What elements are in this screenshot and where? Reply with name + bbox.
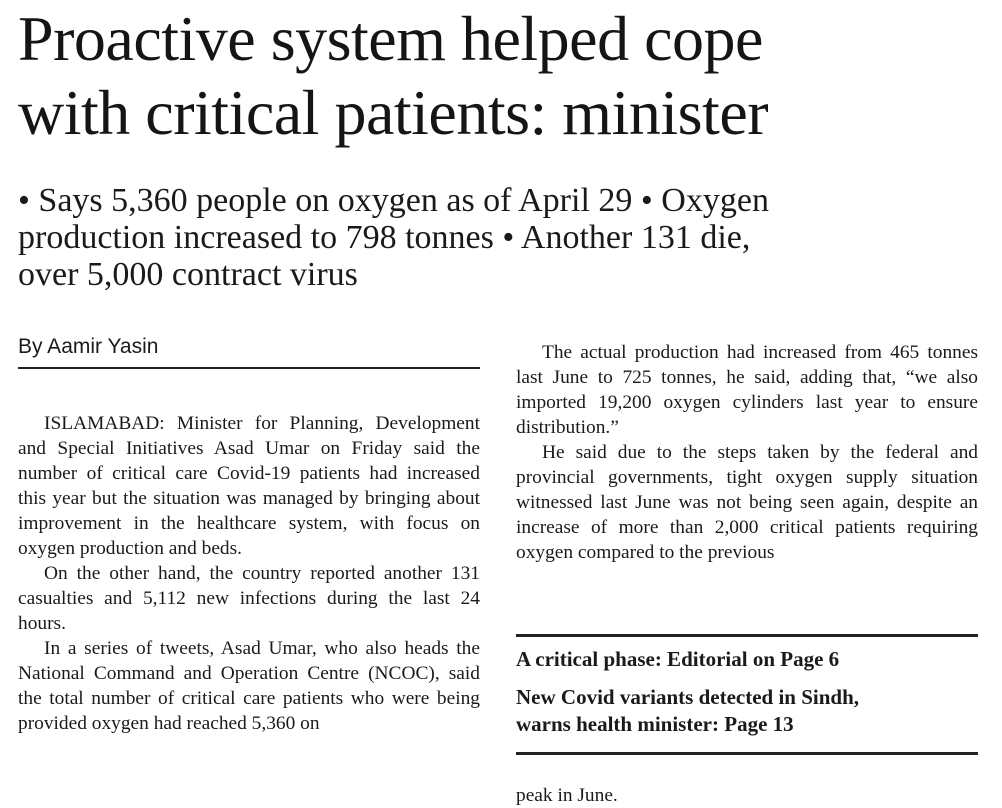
subhead-line-3: over 5,000 contract virus [18, 256, 358, 293]
article-column-right [516, 340, 978, 565]
subheadline [18, 182, 978, 293]
headline-line-2: with critical patients: minister [18, 77, 769, 148]
article-column-left [18, 411, 480, 736]
paragraph-3: In a series of tweets, Asad Umar, who also heads the National Command and Operation Centre (NCOC), said the total number of critical care patients who were being provided oxygen had reached 5,360 on [18, 638, 480, 734]
related-story-line-1: New Covid variants detected in Sindh, [516, 685, 860, 709]
paragraph-5: He said due to the steps taken by the federal and provincial governments, tight oxygen supply situation witnessed last June was not being seen again, despite an increase of more than 2,000 critical patients requiring oxygen compared to the previous [516, 442, 978, 563]
paragraph-5-continued: peak in June. [516, 785, 618, 806]
subhead-line-2: production increased to 798 tonnes • Another 131 die, [18, 219, 751, 256]
subhead-line-1: • Says 5,360 people on oxygen as of April 29 • Oxygen [18, 182, 769, 219]
paragraph-2: On the other hand, the country reported another 131 casualties and 5,112 new infections during the last 24 hours. [18, 563, 480, 634]
paragraph-4: The actual production had increased from 465 tonnes last June to 725 tonnes, he said, adding that, “we also imported 19,200 oxygen cylinders last year to ensure distribution.” [516, 342, 978, 438]
byline: By Aamir Yasin [18, 335, 159, 358]
related-story-editorial[interactable]: A critical phase: Editorial on Page 6 [516, 647, 840, 671]
related-story-sindh-variants[interactable] [516, 684, 978, 738]
byline-divider [18, 367, 480, 369]
paragraph-1: ISLAMABAD: Minister for Planning, Development and Special Initiatives Asad Umar on Friday said the number of critical care Covid-19 patients had increased this year but the situation was managed by bringing about improvement in the healthcare system, with focus on oxygen production and beds. [18, 413, 480, 559]
related-story-line-2: warns health minister: Page 13 [516, 712, 794, 736]
headline [18, 2, 993, 150]
related-box-bottom-rule [516, 752, 978, 755]
related-box-top-rule [516, 634, 978, 637]
headline-line-1: Proactive system helped cope [18, 3, 763, 74]
related-stories-box [516, 646, 978, 749]
